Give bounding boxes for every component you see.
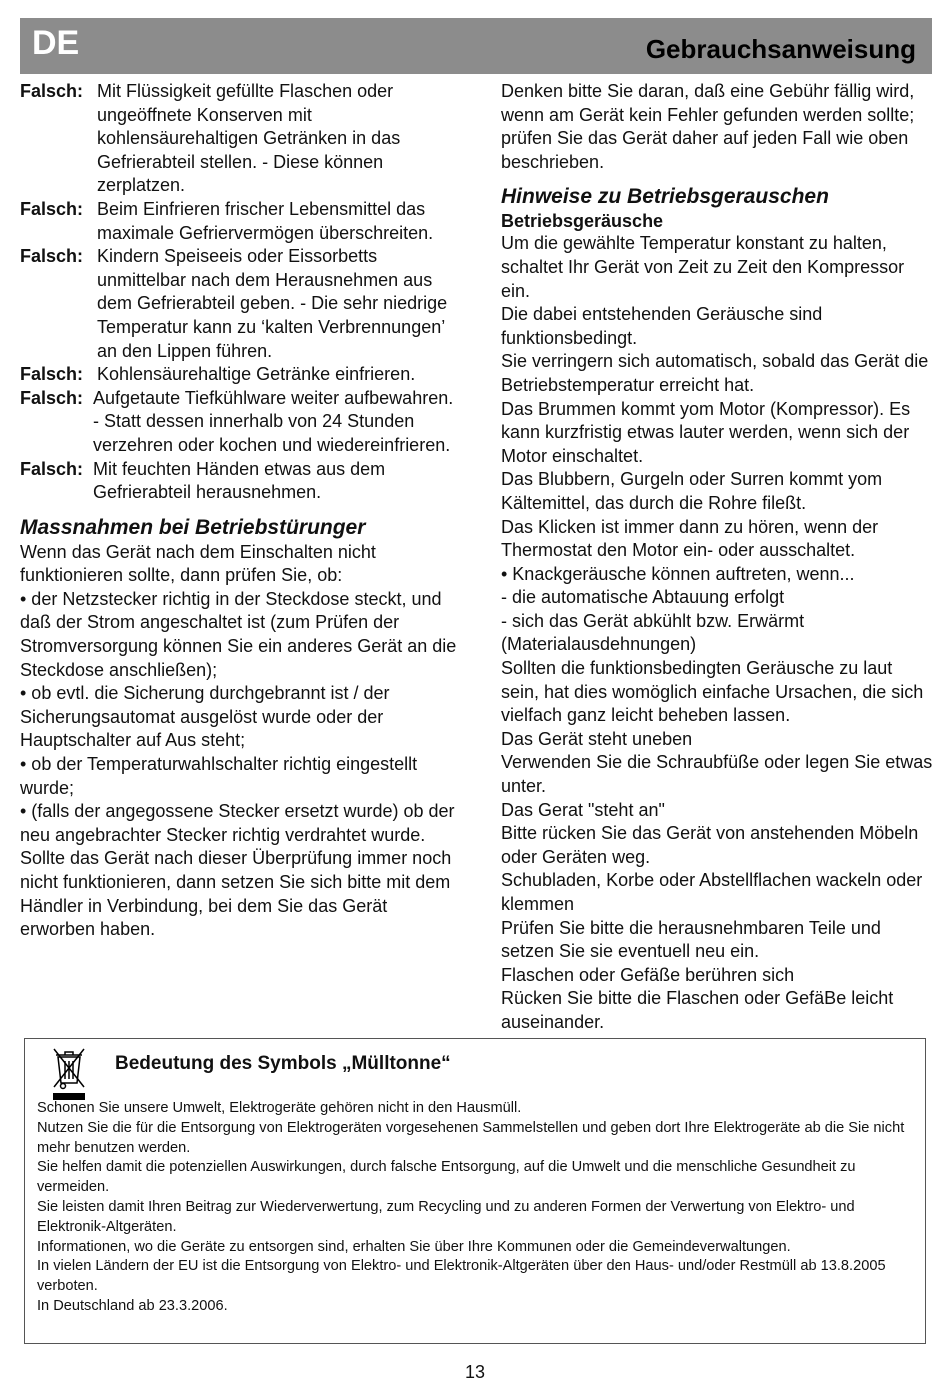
falsch-text: Kindern Speiseeis oder Eissorbetts unmittelbar nach dem Herausnehmen aus dem Gefrierabteil geben. - Die sehr niedrige Temperatur kann zu ‘kalten Verbrennungen’ an den Lippen führen. bbox=[97, 246, 448, 361]
box-line: In vielen Ländern der EU ist die Entsorgung von Elektro- und Elektronik-Altgeräten über den Haus- und/oder Restmüll ab 13.8.2005 verboten. bbox=[37, 1258, 886, 1295]
section-title: Massnahmen bei Betriebstürunger bbox=[20, 515, 366, 539]
sub-title: Betriebsgeräusche bbox=[501, 211, 664, 232]
paragraph: Sie verringern sich automatisch, sobald das Gerät die Betriebstemperatur erreicht hat. bbox=[501, 351, 929, 395]
box-body bbox=[37, 1099, 917, 1317]
falsch-text: Beim Einfrieren frischer Lebensmittel das maximale Gefriervermögen überschreiten. bbox=[97, 198, 434, 243]
box-line: Schonen Sie unsere Umwelt, Elektrogeräte gehören nicht in den Hausmüll. bbox=[37, 1100, 522, 1116]
paragraph: Die dabei entstehenden Geräusche sind funktionsbedingt. bbox=[501, 304, 823, 348]
bullet-item: • der Netzstecker richtig in der Steckdose steckt, und daß der Strom angeschaltet ist (zum Prüfen der Stromversorgung können Sie ein anderes Gerät an die Steckdose anschließen); bbox=[20, 588, 457, 680]
paragraph: Das Brummen kommt yom Motor (Kompressor). Es kann kurzfristig etwas lauter werden, wenn sich der Motor einschaltet. bbox=[501, 398, 911, 466]
box-line: Sie leisten damit Ihren Beitrag zur Wiederverwertung, zum Recycling und zu anderen Formen der Verwertung von Elektro- und Elektronik-Altgeräten. bbox=[37, 1198, 855, 1235]
falsch-text: Mit feuchten Händen etwas aus dem Gefrierabteil herausnehmen. bbox=[93, 458, 386, 503]
section-title: Hinweise zu Betriebsgerauschen bbox=[501, 185, 829, 209]
paragraph: Das Klicken ist immer dann zu hören, wenn der Thermostat den Motor ein- oder ausschaltet. bbox=[501, 516, 879, 561]
falsch-item bbox=[20, 198, 460, 245]
paragraph: Rücken Sie bitte die Flaschen oder GefäBe leicht auseinander. bbox=[501, 988, 894, 1032]
box-title: Bedeutung des Symbols „Mülltonne“ bbox=[115, 1053, 451, 1074]
falsch-item bbox=[20, 80, 460, 198]
left-column bbox=[20, 80, 460, 942]
box-line: Informationen, wo die Geräte zu entsorgen sind, erhalten Sie über Ihre Kommunen oder die Gemeindeverwaltungen. bbox=[37, 1238, 791, 1255]
falsch-label: Falsch: bbox=[20, 81, 84, 101]
box-line: In Deutschland ab 23.3.2006. bbox=[37, 1297, 228, 1314]
box-line: Nutzen Sie die für die Entsorgung von Elektrogeräten vorgesehenen Sammelstellen und geben dort Ihre Elektrogeräte ab die Sie nicht mehr benutzen werden. bbox=[37, 1119, 905, 1156]
falsch-item bbox=[20, 387, 460, 458]
falsch-label: Falsch: bbox=[20, 246, 84, 267]
bullet-item: • ob evtl. die Sicherung durchgebrannt ist / der Sicherungsautomat ausgelöst wurde oder der Hauptschalter auf Aus steht; bbox=[20, 683, 390, 751]
falsch-item bbox=[20, 363, 460, 387]
paragraph: Bitte rücken Sie das Gerät von anstehenden Möbeln oder Geräten weg. bbox=[501, 823, 919, 867]
page-title: Gebrauchsanweisung bbox=[645, 34, 916, 64]
box-line: Sie helfen damit die potenziellen Auswirkungen, durch falsche Entsorgung, auf die Umwelt und die menschliche Gesundheit zu vermeiden. bbox=[37, 1159, 856, 1196]
falsch-text: Kohlensäurehaltige Getränke einfrieren. bbox=[97, 364, 416, 385]
paragraph: Prüfen Sie bitte die herausnehmbaren Teile und setzen Sie sie eventuell neu ein. bbox=[501, 917, 881, 962]
dash-item: - sich das Gerät abkühlt bzw. Erwärmt (Materialausdehnungen) bbox=[501, 610, 805, 655]
falsch-label: Falsch: bbox=[20, 198, 84, 219]
right-column bbox=[501, 80, 933, 1035]
falsch-label: Falsch: bbox=[20, 387, 84, 408]
falsch-label: Falsch: bbox=[20, 364, 84, 385]
language-label: DE bbox=[32, 24, 80, 62]
bullet-item: • Knackgeräusche können auftreten, wenn... bbox=[501, 563, 855, 584]
paragraph: Wenn das Gerät nach dem Einschalten nicht funktionieren sollte, dann prüfen Sie, ob: bbox=[20, 541, 376, 586]
paragraph: Um die gewählte Temperatur konstant zu halten, schaltet Ihr Gerät von Zeit zu Zeit den Kompressor ein. bbox=[501, 233, 905, 301]
falsch-item bbox=[20, 245, 460, 363]
bullet-item: • ob der Temperaturwahlschalter richtig eingestellt wurde; bbox=[20, 754, 418, 798]
paragraph: Sollten die funktionsbedingten Geräusche zu laut sein, hat dies womöglich einfache Ursachen, die sich vielfach ganz leicht beheben lassen. bbox=[501, 658, 924, 726]
page-header bbox=[20, 18, 932, 74]
dash-item: - die automatische Abtauung erfolgt bbox=[501, 587, 785, 608]
problem-heading: Flaschen oder Gefäße berühren sich bbox=[501, 964, 795, 985]
paragraph: Das Blubbern, Gurgeln oder Surren kommt yom Kältemittel, das durch die Rohre fileßt. bbox=[501, 469, 883, 513]
falsch-text: Mit Flüssigkeit gefüllte Flaschen oder ungeöffnete Konserven mit kohlensäurehaltigen Getränken in das Gefrierabteil stellen. - Diese können zerplatzen. bbox=[97, 81, 401, 196]
paragraph: Sollte das Gerät nach dieser Überprüfung immer noch nicht funktionieren, dann setzen Sie sich bitte mit dem Händler in Verbindung, bei dem Sie das Gerät erworben haben. bbox=[20, 848, 452, 940]
disposal-info-box bbox=[24, 1038, 926, 1344]
paragraph: Verwenden Sie die Schraubfüße oder legen Sie etwas unter. bbox=[501, 752, 933, 797]
bullet-item: • (falls der angegossene Stecker ersetzt wurde) ob der neu angebrachter Stecker richtig verdrahtet wurde. bbox=[20, 801, 455, 845]
falsch-label: Falsch: bbox=[20, 458, 84, 479]
falsch-item bbox=[20, 458, 460, 505]
intro-paragraph: Denken bitte Sie daran, daß eine Gebühr fällig wird, wenn am Gerät kein Fehler gefunden werden sollte; prüfen Sie das Gerät daher auf jeden Fall wie oben beschrieben. bbox=[501, 81, 915, 172]
problem-heading: Das Gerät steht uneben bbox=[501, 728, 693, 749]
crossed-out-wheelie-bin-icon bbox=[51, 1045, 87, 1101]
page-number: 13 bbox=[464, 1362, 486, 1382]
problem-heading: Das Gerat "steht an" bbox=[501, 799, 665, 820]
falsch-text: Aufgetaute Tiefkühlware weiter aufbewahren. - Statt dessen innerhalb von 24 Stunden verzehren oder kochen und wiedereinfrieren. bbox=[93, 387, 454, 455]
problem-heading: Schubladen, Korbe oder Abstellflachen wackeln oder klemmen bbox=[501, 870, 923, 914]
